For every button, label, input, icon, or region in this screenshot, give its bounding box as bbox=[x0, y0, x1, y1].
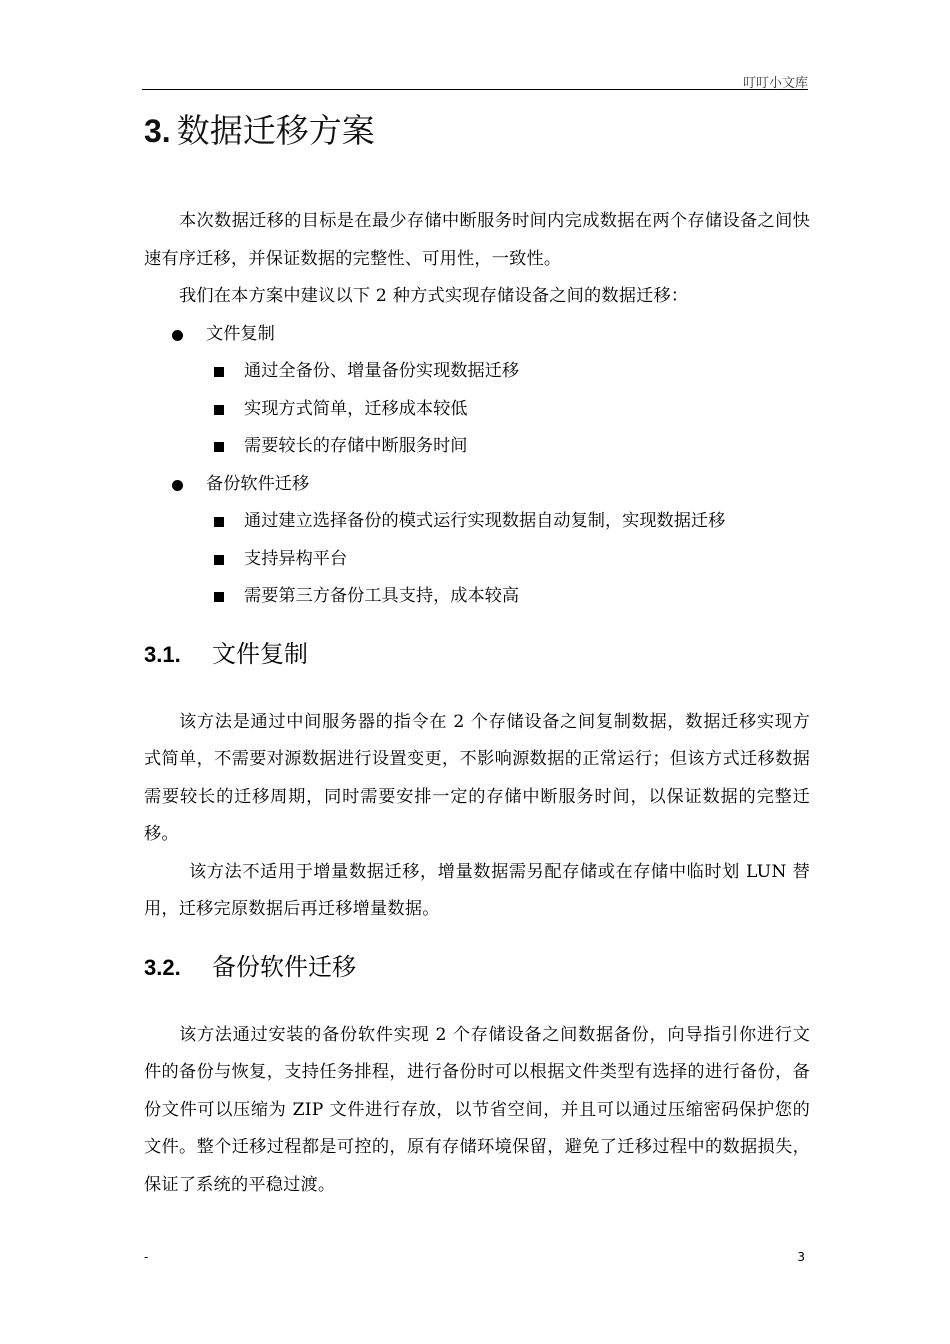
page-number: 3 bbox=[797, 1250, 805, 1264]
body-paragraph: 该方法通过安装的备份软件实现 2 个存储设备之间数据备份，向导指引你进行文件的备份与恢复，支持任务排程，进行备份时可以根据文件类型有选择的进行备份，备份文件可以压缩为 ZIP 文件进行存放，以节省空间，并且可以通过压缩密码保护您的文件。整个迁移过程都是可控的，原有存储环境保留，避免了迁移过程中的数据损失，保证了系统的平稳过渡。 bbox=[144, 1024, 810, 1195]
method-label: 备份软件迁移 bbox=[206, 473, 310, 494]
section-heading bbox=[144, 105, 810, 157]
section-title: 数据迁移方案 bbox=[176, 111, 375, 150]
method-points bbox=[144, 503, 810, 616]
point-text: 需要第三方备份工具支持，成本较高 bbox=[244, 586, 520, 606]
header-rule bbox=[142, 89, 808, 90]
bullet-square-icon bbox=[214, 592, 224, 602]
point-text: 通过全备份、增量备份实现数据迁移 bbox=[244, 361, 520, 381]
footer-mark: - bbox=[144, 1250, 149, 1264]
point-text: 通过建立选择备份的模式运行实现数据自动复制，实现数据迁移 bbox=[244, 511, 726, 531]
subsection-heading bbox=[144, 947, 810, 982]
method-point bbox=[144, 391, 810, 429]
point-text: 实现方式简单，迁移成本较低 bbox=[244, 398, 468, 419]
bullet-square-icon bbox=[214, 555, 224, 565]
bullet-square-icon bbox=[214, 517, 224, 527]
bullet-dot-icon bbox=[172, 330, 183, 341]
bullet-dot-icon bbox=[172, 480, 183, 491]
method-item bbox=[144, 316, 810, 466]
method-points bbox=[144, 353, 810, 466]
method-point bbox=[144, 428, 810, 466]
subsection-heading bbox=[144, 634, 810, 669]
subsection-title: 备份软件迁移 bbox=[212, 952, 356, 981]
page-header-text: 叮叮小文库 bbox=[742, 76, 808, 91]
bullet-square-icon bbox=[214, 405, 224, 415]
bullet-square-icon bbox=[214, 367, 224, 377]
section-number: 3. bbox=[144, 113, 171, 149]
method-list bbox=[144, 316, 810, 616]
body-paragraph: 该方法不适用于增量数据迁移，增量数据需另配存储或在存储中临时划 LUN 替用，迁移完原数据后再迁移增量数据。 bbox=[144, 861, 810, 919]
body-paragraph: 该方法是通过中间服务器的指令在 2 个存储设备之间复制数据，数据迁移实现方式简单，不需要对源数据进行设置变更，不影响源数据的正常运行；但该方式迁移数据需要较长的迁移周期，同时需要安排一定的存储中断服务时间，以保证数据的完整迁移。 bbox=[144, 711, 810, 844]
bullet-square-icon bbox=[214, 442, 224, 452]
method-point bbox=[144, 541, 810, 579]
subsection-title: 文件复制 bbox=[212, 639, 308, 668]
intro-paragraph: 本次数据迁移的目标是在最少存储中断服务时间内完成数据在两个存储设备之间快速有序迁移，并保证数据的完整性、可用性，一致性。 bbox=[144, 211, 810, 269]
intro-paragraph: 我们在本方案中建议以下 2 种方式实现存储设备之间的数据迁移： bbox=[179, 286, 689, 306]
method-label: 文件复制 bbox=[206, 323, 275, 344]
subsection-number: 3.2. bbox=[144, 954, 181, 980]
subsection-number: 3.1. bbox=[144, 641, 181, 667]
method-item bbox=[144, 466, 810, 616]
point-text: 支持异构平台 bbox=[244, 548, 348, 569]
method-point bbox=[144, 578, 810, 616]
method-point bbox=[144, 503, 810, 541]
document-body bbox=[144, 105, 810, 1204]
method-point bbox=[144, 353, 810, 391]
point-text: 需要较长的存储中断服务时间 bbox=[244, 436, 468, 456]
